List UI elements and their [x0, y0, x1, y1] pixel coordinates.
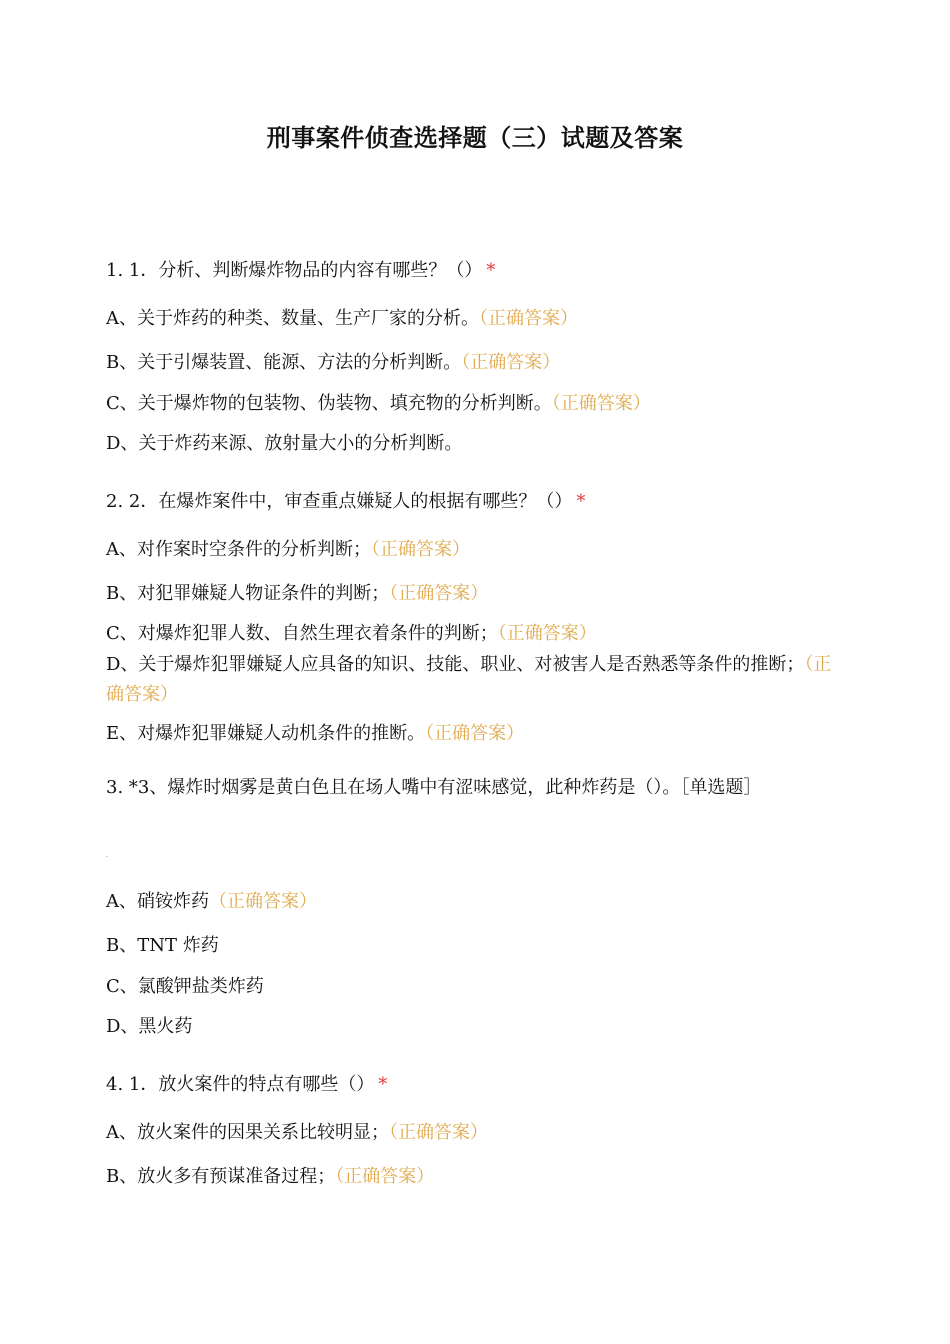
- option-text: B、关于引爆装置、能源、方法的分析判断。: [106, 352, 462, 373]
- option-text: A、放火案件的因果关系比较明显；: [106, 1122, 389, 1143]
- question-3: [106, 773, 846, 803]
- question-1: [106, 256, 495, 282]
- correct-answer-tag: （正确答案）: [209, 891, 317, 912]
- option-text: A、硝铵炸药: [106, 891, 209, 912]
- option-text: A、关于炸药的种类、数量、生产厂家的分析。: [106, 308, 479, 329]
- option-text: D、关于爆炸犯罪嫌疑人应具备的知识、技能、职业、对被害人是否熟悉等条件的推断；: [106, 654, 805, 675]
- question-3-text: 3. *3、爆炸时烟雾是黄白色且在场人嘴中有涩味感觉，此种炸药是（）。［单选题］: [106, 777, 762, 798]
- question-4: [106, 1070, 387, 1096]
- option-text: B、放火多有预谋准备过程；: [106, 1166, 336, 1187]
- option-4b[interactable]: [106, 1162, 434, 1188]
- option-text: E、对爆炸犯罪嫌疑人动机条件的推断。: [106, 723, 426, 744]
- option-text: C、关于爆炸物的包装物、伪装物、填充物的分析判断。: [106, 393, 552, 414]
- option-1d[interactable]: [106, 429, 462, 455]
- correct-answer-tag: （正确答案）: [461, 352, 561, 373]
- required-mark: *: [576, 491, 586, 512]
- page-title: 刑事案件侦查选择题（三）试题及答案: [266, 124, 684, 152]
- question-4-text: 4. 1．放火案件的特点有哪些（）: [106, 1074, 375, 1095]
- option-2c[interactable]: [106, 619, 597, 645]
- question-2: [106, 487, 585, 513]
- option-4a[interactable]: [106, 1118, 488, 1144]
- correct-answer-tag: （正确答案）: [425, 723, 525, 744]
- option-text: A、对作案时空条件的分析判断；: [106, 539, 371, 560]
- option-3b[interactable]: [106, 931, 219, 957]
- option-text: B、对犯罪嫌疑人物证条件的判断；: [106, 583, 390, 604]
- option-2b[interactable]: [106, 579, 488, 605]
- option-1c[interactable]: [106, 389, 651, 415]
- option-text: C、对爆炸犯罪人数、自然生理衣着条件的判断；: [106, 623, 498, 644]
- option-2a[interactable]: [106, 535, 470, 561]
- correct-answer-tag: （正确答案）: [389, 1122, 488, 1143]
- option-text: B、TNT 炸药: [106, 935, 219, 956]
- option-3c[interactable]: [106, 972, 264, 998]
- option-3a[interactable]: [106, 887, 317, 913]
- option-text: D、黑火药: [106, 1016, 193, 1037]
- correct-answer-tag: （正确答案）: [389, 583, 489, 604]
- question-1-text: 1. 1．分析、判断爆炸物品的内容有哪些？（）: [106, 260, 483, 281]
- option-text: D、关于炸药来源、放射量大小的分析判断。: [106, 433, 463, 454]
- question-2-text: 2. 2．在爆炸案件中，审查重点嫌疑人的根据有哪些？（）: [106, 491, 573, 512]
- correct-answer-tag: （正确答案）: [497, 623, 597, 644]
- option-3d[interactable]: [106, 1012, 192, 1038]
- correct-answer-tag: （正确答案）: [106, 654, 832, 705]
- option-1b[interactable]: [106, 348, 560, 374]
- correct-answer-tag: （正确答案）: [371, 539, 470, 560]
- correct-answer-tag: （正确答案）: [551, 393, 651, 414]
- option-1a[interactable]: [106, 304, 578, 330]
- correct-answer-tag: （正确答案）: [335, 1166, 435, 1187]
- option-text: C、氯酸钾盐类炸药: [106, 976, 264, 997]
- correct-answer-tag: （正确答案）: [479, 308, 578, 329]
- option-2e[interactable]: [106, 719, 524, 745]
- decorative-dot: .: [106, 852, 108, 859]
- required-mark: *: [378, 1074, 388, 1095]
- option-2d[interactable]: [106, 650, 846, 710]
- required-mark: *: [486, 260, 496, 281]
